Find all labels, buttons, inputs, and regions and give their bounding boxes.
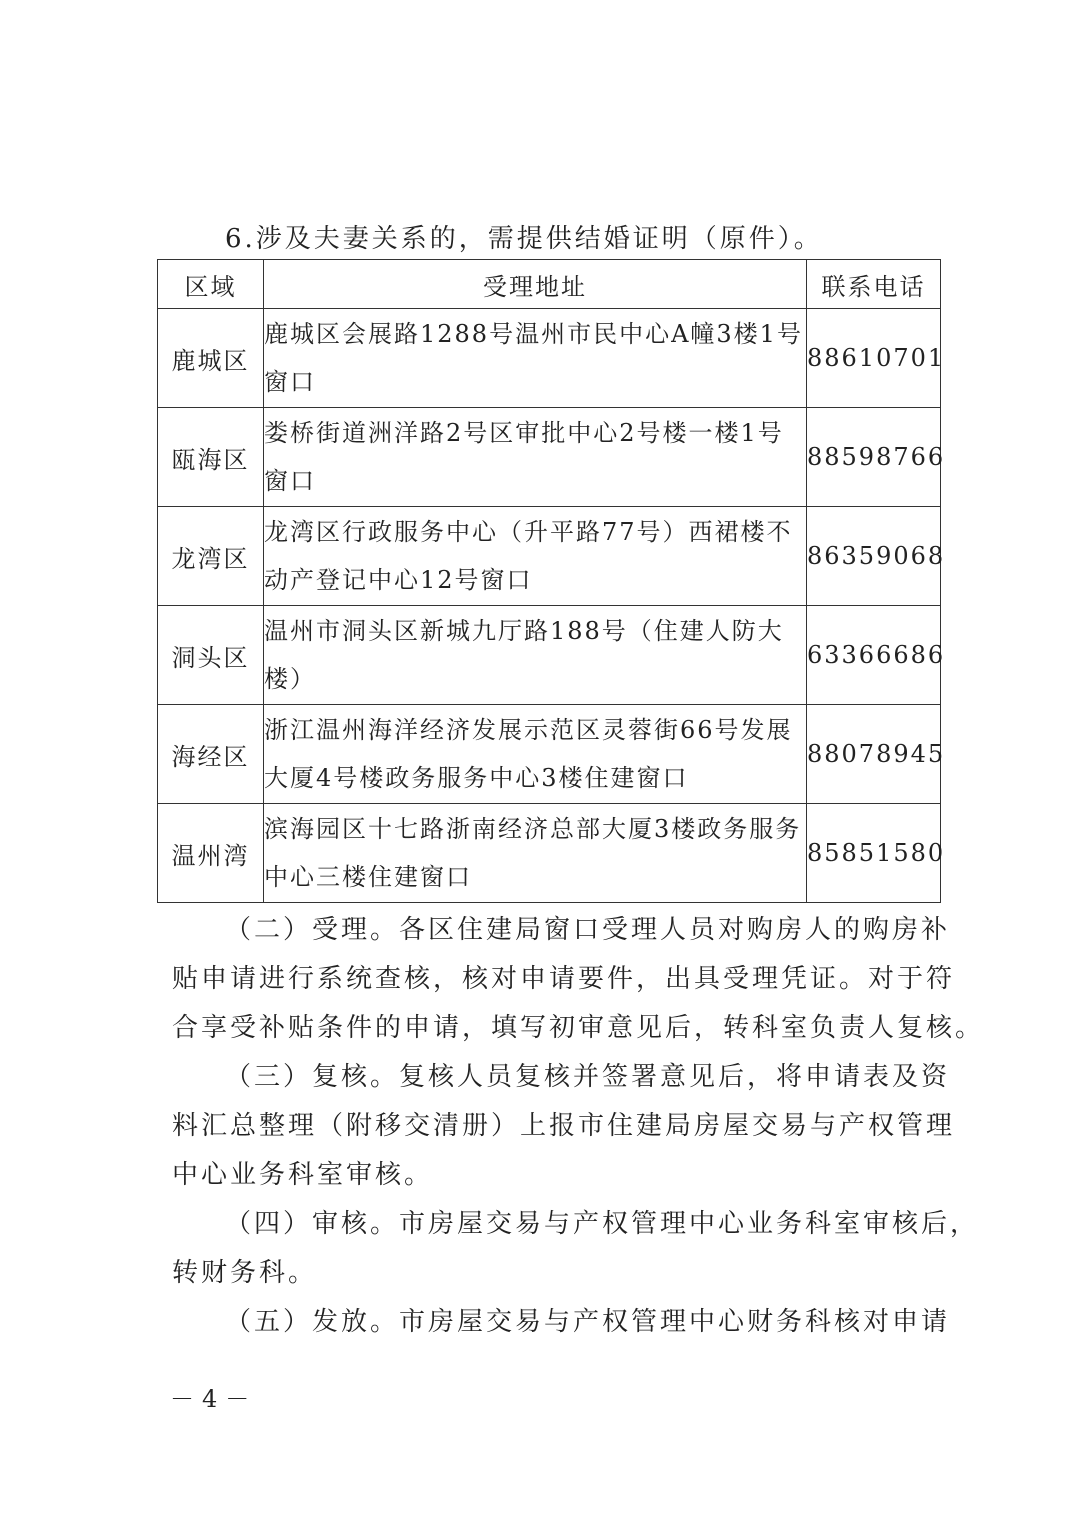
address-cell: 龙湾区行政服务中心（升平路77号）西裙楼不动产登记中心12号窗口 xyxy=(264,507,807,606)
table-row xyxy=(158,309,941,408)
body-text-line: （二）受理。各区住建局窗口受理人员对购房人的购房补 xyxy=(225,915,951,945)
table-row xyxy=(158,408,941,507)
body-text-line: 中心业务科室审核。 xyxy=(172,1160,434,1190)
address-cell: 滨海园区十七路浙南经济总部大厦3楼政务服务中心三楼住建窗口 xyxy=(264,804,807,903)
address-cell: 浙江温州海洋经济发展示范区灵蓉街66号发展大厦4号楼政务服务中心3楼住建窗口 xyxy=(264,705,807,804)
table-row xyxy=(158,804,941,903)
region-cell: 洞头区 xyxy=(158,606,264,705)
header-phone: 联系电话 xyxy=(807,260,941,309)
body-text-line: 贴申请进行系统查核，核对申请要件，出具受理凭证。对于符 xyxy=(172,964,956,994)
phone-cell: 88078945 xyxy=(807,705,941,804)
address-cell: 温州市洞头区新城九厅路188号（住建人防大楼） xyxy=(264,606,807,705)
address-table xyxy=(157,259,946,903)
region-cell: 瓯海区 xyxy=(158,408,264,507)
phone-cell: 85851580 xyxy=(807,804,941,903)
table-row xyxy=(158,507,941,606)
body-text-line: 合享受补贴条件的申请，填写初审意见后，转科室负责人复核。 xyxy=(172,1013,985,1043)
address-cell: 娄桥街道洲洋路2号区审批中心2号楼一楼1号窗口 xyxy=(264,408,807,507)
body-text-line: 转财务科。 xyxy=(172,1258,318,1288)
body-text-line: （四）审核。市房屋交易与产权管理中心业务科室审核后， xyxy=(225,1209,980,1239)
region-cell: 龙湾区 xyxy=(158,507,264,606)
header-address: 受理地址 xyxy=(264,260,807,309)
table-row xyxy=(158,606,941,705)
table-header-row xyxy=(158,260,941,309)
phone-cell: 88598766 xyxy=(807,408,941,507)
header-region: 区域 xyxy=(158,260,264,309)
address-cell: 鹿城区会展路1288号温州市民中心A幢3楼1号窗口 xyxy=(264,309,807,408)
region-cell: 鹿城区 xyxy=(158,309,264,408)
phone-cell: 88610701 xyxy=(807,309,941,408)
page-number: －4－ xyxy=(170,1385,258,1413)
phone-cell: 86359068 xyxy=(807,507,941,606)
region-cell: 海经区 xyxy=(158,705,264,804)
body-text-line: 料汇总整理（附移交清册）上报市住建局房屋交易与产权管理 xyxy=(172,1111,956,1141)
table-row xyxy=(158,705,941,804)
body-text-line: （五）发放。市房屋交易与产权管理中心财务科核对申请 xyxy=(225,1307,951,1337)
item-6-text: 6.涉及夫妻关系的，需提供结婚证明（原件）。 xyxy=(225,224,823,254)
region-cell: 温州湾 xyxy=(158,804,264,903)
phone-cell: 63366686 xyxy=(807,606,941,705)
body-text-line: （三）复核。复核人员复核并签署意见后，将申请表及资 xyxy=(225,1062,951,1092)
